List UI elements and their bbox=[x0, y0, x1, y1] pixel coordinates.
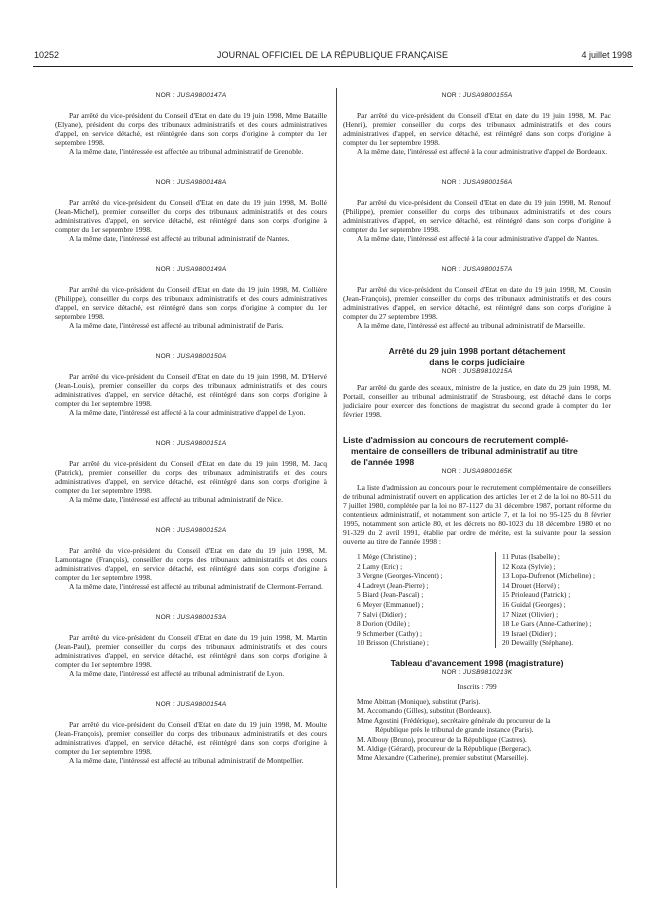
nor-reference: NOR : JUSA9800151A bbox=[155, 440, 227, 447]
decree-text: Par arrêté du vice-président du Conseil d'Etat en date du 19 juin 1998, M. Martin (Jean-Paul), premier conseiller du corps des tribunaux administratifs et des cours administratives d'appel, en service détaché, est réintégré dans son corps d'origine à compter du 1er septembre 1998. bbox=[55, 633, 327, 669]
list-item: 14 Drouet (Hervé) ; bbox=[502, 580, 560, 590]
list-item: 15 Prioleaud (Patrick) ; bbox=[502, 590, 571, 600]
list-item: 10 Brisson (Christiane) ; bbox=[357, 638, 429, 648]
page-header bbox=[0, 50, 665, 66]
decree-entry bbox=[343, 179, 611, 243]
decree-text: Par arrêté du vice-président du Conseil d'Etat en date du 19 juin 1998, Mme Bataille (Elyane), président du corps des tribunaux administratifs et des cours administratives d'appel, en service détaché, est réintégrée dans son corps d'origine à compter du 1er septembre 1998. bbox=[55, 111, 327, 147]
decree-assignment: A la même date, l'intéressé est affecté à la cour administrative d'appel de Nantes. bbox=[357, 234, 599, 243]
decree-text: Par arrêté du vice-président du Conseil d'Etat en date du 19 juin 1998, M. Bollé (Jean-Michel), premier conseiller du corps des tribunaux administratifs et des cours administratives d'appel, en service détaché, est réintégré dans son corps d'origine à compter du 1er septembre 1998. bbox=[55, 198, 327, 234]
right-column bbox=[343, 92, 611, 763]
list-item: 19 Israel (Didier) ; bbox=[502, 628, 557, 638]
section-title: Tableau d'avancement 1998 (magistrature) bbox=[390, 657, 564, 668]
list-item: M. Accomando (Gilles), substitut (Bordeaux). bbox=[357, 706, 492, 716]
nor-reference: NOR : JUSA9800165K bbox=[441, 468, 513, 475]
decree-assignment: A la même date, l'intéressé est affecté à la cour administrative d'appel de Lyon. bbox=[69, 408, 306, 417]
admission-list-left bbox=[343, 552, 496, 648]
header-rule bbox=[33, 66, 633, 67]
list-item: 3 Vergne (Georges-Vincent) ; bbox=[357, 571, 443, 581]
nor-reference: NOR : JUSA9800147A bbox=[155, 92, 227, 99]
list-item: 18 Le Gars (Anne-Catherine) ; bbox=[502, 619, 592, 629]
decree-assignment: A la même date, l'intéressé est affecté au tribunal administratif de Marseille. bbox=[357, 321, 586, 330]
decree-text: Par arrêté du vice-président du Conseil d'Etat en date du 19 juin 1998, M. Renouf (Philippe), premier conseiller du corps des tribunaux administratifs et des cours administratives d'appel, en service détaché, est réintégré dans son corps d'origine à compter du 1er septembre 1998. bbox=[343, 198, 611, 234]
admission-list bbox=[343, 552, 611, 648]
list-item: 16 Guidal (Georges) ; bbox=[502, 599, 566, 609]
nor-reference: NOR : JUSA9800157A bbox=[441, 266, 513, 273]
list-item: Mme Agostini (Frédérique), secrétaire générale du procureur de la bbox=[357, 715, 551, 725]
list-item: 17 Nizet (Olivier) ; bbox=[502, 609, 559, 619]
concours-intro: La liste d'admission au concours pour le recrutement complémentaire de conseillers de tribunal administratif ouvert en application des articles 1er et 2 de la loi no 80-511 du 7 juillet 1980, complétée par la loi no 87-1127 du 31 décembre 1987, portant réforme du contentieux administratif, et notamment son article 7, et la loi no 95-125 du 8 février 1995, notamment son article 80, et les décrets no 80-1023 du 18 décembre 1980 et no 91-329 du 2 avril 1991, établie par ordre de mérite, est la suivante pour la session ouverte au titre de l'année 1998 : bbox=[343, 483, 611, 546]
list-item: M. Albouy (Bruno), procureur de la République (Castres). bbox=[357, 734, 527, 744]
concours-section bbox=[343, 435, 611, 648]
list-item: 9 Schmerber (Cathy) ; bbox=[357, 628, 423, 638]
magistrate-list bbox=[343, 697, 611, 763]
decree-entry bbox=[55, 92, 327, 156]
decree-text: Par arrêté du vice-président du Conseil d'Etat en date du 19 juin 1998, M. Moulte (Jean-François), premier conseiller du corps des tribunaux administratifs et des cours administratives d'appel, en service détaché, est réintégré dans son corps d'origine à compter du 1er septembre 1998. bbox=[55, 720, 327, 756]
admission-list-right bbox=[496, 552, 595, 648]
list-item: Mme Alexandre (Catherine), premier substitut (Marseille). bbox=[357, 753, 529, 763]
list-item: 20 Dewailly (Stéphane). bbox=[502, 638, 574, 648]
decree-entry bbox=[55, 266, 327, 330]
decree-assignment: A la même date, l'intéressé est affecté au tribunal administratif de Montpellier. bbox=[69, 756, 304, 765]
nor-reference: NOR : JUSA9800156A bbox=[441, 179, 513, 186]
list-item: 13 Lopa-Dufrenot (Micheline) ; bbox=[502, 571, 596, 581]
decree-text: Par arrêté du vice-président du Conseil d'Etat en date du 19 juin 1998, M. D'Hervé (Jean-Louis), premier conseiller du corps des tribunaux administratifs et des cours administratives d'appel, en service détaché, est réintégré dans son corps d'origine à compter du 1er septembre 1998. bbox=[55, 372, 327, 408]
decree-assignment: A la même date, l'intéressé est affecté au tribunal administratif de Nantes. bbox=[69, 234, 290, 243]
nor-reference: NOR : JUSA9800150A bbox=[155, 353, 227, 360]
journal-title: JOURNAL OFFICIEL DE LA RÉPUBLIQUE FRANÇAISE bbox=[216, 50, 449, 60]
section-title: dans le corps judiciaire bbox=[429, 357, 525, 367]
list-item: Mme Abittan (Monique), substitut (Paris). bbox=[357, 696, 481, 706]
decree-assignment: A la même date, l'intéressé est affecté au tribunal administratif de Lyon. bbox=[69, 669, 285, 678]
list-item: 1 Mège (Christine) ; bbox=[357, 552, 417, 561]
arrete-section bbox=[343, 346, 611, 419]
decree-text: Par arrêté du vice-président du Conseil d'Etat en date du 19 juin 1998, M. Lamontagne (François), conseiller du corps des tribunaux administratifs et des cours administratives d'appel, en service détaché, est réintégré dans son corps d'origine à compter du 1er septembre 1998. bbox=[55, 546, 327, 582]
decree-entry bbox=[55, 614, 327, 678]
decree-assignment: A la même date, l'intéressé est affecté au tribunal administratif de Paris. bbox=[69, 321, 284, 330]
decree-entry bbox=[343, 92, 611, 156]
list-item: 12 Koza (Sylvie) ; bbox=[502, 561, 556, 571]
nor-reference: NOR : JUSA9800155A bbox=[441, 92, 513, 99]
list-item: 5 Biard (Jean-Pascal) ; bbox=[357, 590, 424, 600]
list-item: 8 Dorion (Odile) ; bbox=[357, 619, 410, 629]
decree-entry bbox=[55, 353, 327, 417]
list-item: République près le tribunal de grande instance (Paris). bbox=[375, 725, 534, 735]
decree-entry bbox=[55, 527, 327, 591]
decree-entry bbox=[343, 266, 611, 330]
section-title: Liste d'admission au concours de recrutement complé- bbox=[343, 435, 569, 445]
page-number: 10252 bbox=[34, 50, 60, 60]
column-divider bbox=[336, 88, 337, 888]
decree-text: Par arrêté du vice-président du Conseil d'Etat en date du 19 juin 1998, M. Jacq (Patrick), premier conseiller du corps des tribunaux administratifs et des cours administratives d'appel, en service détaché, est réintégré dans son corps d'origine à compter du 1er septembre 1998. bbox=[55, 459, 327, 495]
decree-assignment: A la même date, l'intéressé est affecté à la cour administrative d'appel de Bordeaux. bbox=[357, 147, 608, 156]
decree-assignment: A la même date, l'intéressé est affecté au tribunal administratif de Nice. bbox=[69, 495, 283, 504]
decree-assignment: A la même date, l'intéressée est affectée au tribunal administratif de Grenoble. bbox=[69, 147, 304, 156]
section-title: de l'année 1998 bbox=[351, 457, 415, 467]
decree-text: Par arrêté du vice-président du Conseil d'Etat en date du 19 juin 1998, M. Pac (Henri), premier conseiller du corps des tribunaux administratifs et des cours administratives d'appel, en service détaché, est réintégré dans son corps d'origine à compter du 1er septembre 1998. bbox=[343, 111, 611, 147]
nor-reference: NOR : JUSA9800153A bbox=[155, 614, 227, 621]
decree-entry bbox=[55, 701, 327, 765]
decree-entry bbox=[55, 440, 327, 504]
decree-entry bbox=[55, 179, 327, 243]
list-item: 4 Ladreyt (Jean-Pierre) ; bbox=[357, 580, 429, 590]
nor-reference: NOR : JUSA9800152A bbox=[155, 527, 227, 534]
list-item: 11 Putas (Isabelle) ; bbox=[502, 552, 560, 561]
nor-reference: NOR : JUSA9800149A bbox=[155, 266, 227, 273]
section-title: Arrêté du 29 juin 1998 portant détachement bbox=[388, 346, 566, 356]
issue-date: 4 juillet 1998 bbox=[581, 50, 632, 60]
decree-text: Par arrêté du vice-président du Conseil d'Etat en date du 19 juin 1998, M. Collière (Philippe), conseiller du corps des tribunaux administratifs et des cours administratives d'appel, en service détaché, est réintégré dans son corps d'origine à compter du 1er septembre 1998. bbox=[55, 285, 327, 321]
nor-reference: NOR : JUSB9810215A bbox=[441, 368, 513, 375]
arrete-text: Par arrêté du garde des sceaux, ministre de la justice, en date du 29 juin 1998, M. Portail, conseiller au tribunal administratif de Strasbourg, est détaché dans le corps judiciaire pour exercer des fonctions de magistrat du second grade à compter du 1er février 1998. bbox=[343, 383, 611, 419]
decree-text: Par arrêté du vice-président du Conseil d'Etat en date du 19 juin 1998, M. Cousin (Jean-François), premier conseiller du corps des tribunaux administratifs et des cours administratives d'appel, en service détaché, est réintégré dans son corps d'origine à compter du 27 septembre 1998. bbox=[343, 285, 611, 321]
list-item: 2 Lamy (Eric) ; bbox=[357, 561, 403, 571]
list-item: 6 Meyer (Emmanuel) ; bbox=[357, 599, 424, 609]
nor-reference: NOR : JUSA9800154A bbox=[155, 701, 227, 708]
list-item: M. Aldige (Gérard), procureur de la République (Bergerac). bbox=[357, 743, 532, 753]
tableau-section bbox=[343, 658, 611, 763]
left-column bbox=[55, 92, 327, 788]
nor-reference: NOR : JUSB9810213K bbox=[441, 668, 513, 676]
inscrits-count: Inscrits : 799 bbox=[457, 681, 497, 691]
list-item: 7 Salvi (Didier) ; bbox=[357, 609, 407, 619]
decree-assignment: A la même date, l'intéressé est affecté au tribunal administratif de Clermont-Ferrand. bbox=[69, 582, 323, 591]
section-title: mentaire de conseillers de tribunal administratif au titre bbox=[351, 446, 578, 456]
nor-reference: NOR : JUSA9800148A bbox=[155, 179, 227, 186]
